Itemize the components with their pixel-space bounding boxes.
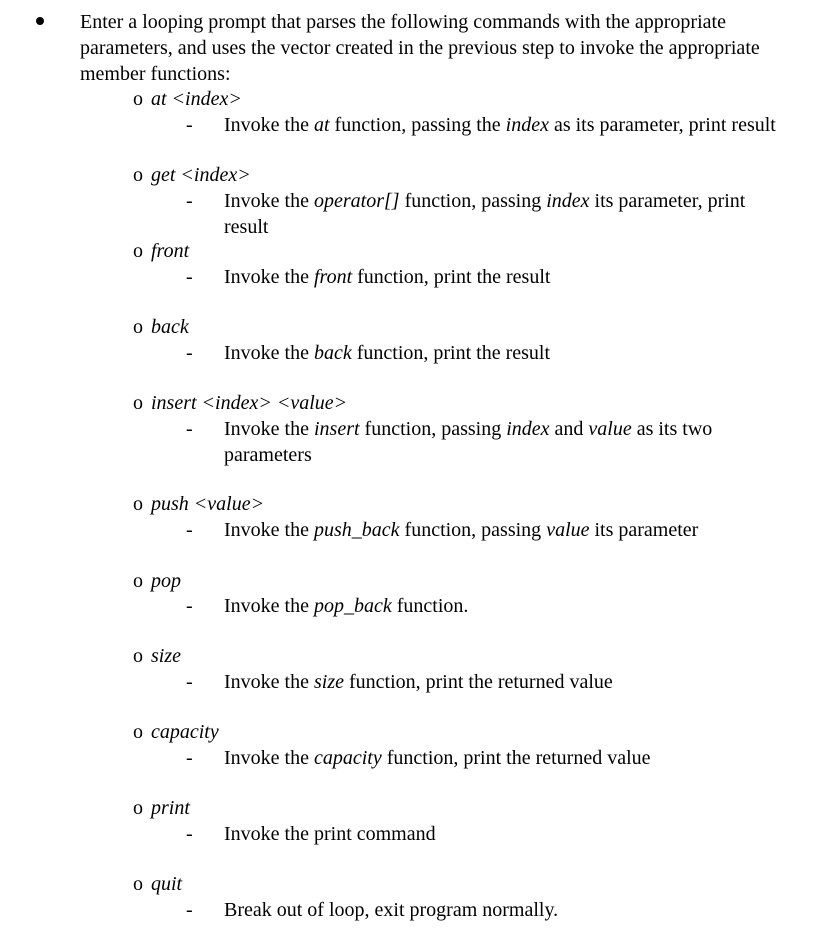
intro-line: parameters, and uses the vector created in the previous step to invoke the appropriate [80, 37, 760, 59]
desc-text: function, print the returned value [343, 671, 613, 693]
command-quit [133, 871, 182, 897]
desc-text: function, passing the [329, 114, 506, 136]
desc-emph: back [313, 342, 352, 364]
sub-bullet-icon: o [133, 721, 143, 743]
desc-text: parameters [224, 444, 312, 466]
command-description [224, 593, 832, 619]
command-name: insert <index> <value> [151, 392, 348, 414]
command-name: back [151, 316, 189, 338]
desc-text: Break out of loop, exit program normally. [224, 899, 559, 921]
desc-text: Invoke the [224, 519, 314, 541]
dash-marker: - [186, 342, 193, 364]
desc-text: Invoke the print command [224, 823, 436, 845]
command-name: at <index> [151, 88, 242, 110]
command-description [224, 897, 832, 923]
command-back [133, 314, 189, 340]
dash-marker: - [186, 823, 193, 845]
desc-emph: size [313, 671, 344, 693]
desc-emph: index [505, 114, 549, 136]
sub-bullet-icon: o [133, 392, 143, 414]
desc-text: and [549, 418, 589, 440]
command-insert [133, 390, 347, 416]
dash-marker: - [186, 671, 193, 693]
dash-marker: - [186, 418, 193, 440]
command-description [224, 517, 832, 543]
desc-text: function, print the result [351, 342, 551, 364]
desc-emph: capacity [313, 747, 382, 769]
sub-bullet-icon: o [133, 645, 143, 667]
desc-emph: value [588, 418, 632, 440]
intro-line: Enter a looping prompt that parses the following commands with the appropriate [80, 11, 726, 33]
dash-marker: - [186, 899, 193, 921]
desc-emph: index [506, 418, 550, 440]
sub-bullet-icon: o [133, 316, 143, 338]
desc-text: Invoke the [224, 190, 314, 212]
desc-emph: index [546, 190, 590, 212]
bullet-dot-icon [36, 17, 44, 25]
command-size [133, 643, 181, 669]
command-at [133, 86, 242, 112]
desc-text: its parameter, print [589, 190, 746, 212]
sub-bullet-icon: o [133, 570, 143, 592]
desc-emph: insert [313, 418, 360, 440]
dash-marker: - [186, 595, 193, 617]
desc-emph: front [313, 266, 353, 288]
desc-text: function, passing [359, 418, 507, 440]
desc-text: Invoke the [224, 342, 314, 364]
desc-text: function, passing [399, 190, 547, 212]
command-name: print [151, 797, 190, 819]
command-name: push <value> [151, 493, 265, 515]
desc-text: as its two [631, 418, 713, 440]
desc-text: function, print the returned value [381, 747, 651, 769]
dash-marker: - [186, 519, 193, 541]
command-name: size [151, 645, 181, 667]
desc-text: result [224, 216, 269, 238]
command-name: front [151, 240, 190, 262]
desc-emph: value [546, 519, 590, 541]
dash-marker: - [186, 747, 193, 769]
desc-text: Invoke the [224, 266, 314, 288]
sub-bullet-icon: o [133, 873, 143, 895]
desc-emph: at [313, 114, 330, 136]
intro-line: member functions: [80, 63, 231, 85]
command-name: get <index> [151, 164, 251, 186]
bullet-point [34, 8, 46, 34]
command-print [133, 795, 190, 821]
desc-text: function, passing [399, 519, 547, 541]
command-description [224, 112, 832, 138]
sub-bullet-icon: o [133, 797, 143, 819]
command-name: quit [151, 873, 183, 895]
desc-emph: push_back [313, 519, 400, 541]
dash-marker: - [186, 266, 193, 288]
desc-text: function. [391, 595, 469, 617]
desc-text: Invoke the [224, 418, 314, 440]
command-name: pop [151, 570, 181, 592]
command-push [133, 491, 264, 517]
command-description [224, 188, 832, 240]
command-description [224, 416, 832, 468]
command-description [224, 745, 832, 771]
desc-text: as its parameter, print result [548, 114, 776, 136]
desc-text: Invoke the [224, 747, 314, 769]
command-description [224, 669, 832, 695]
desc-text: function, print the result [352, 266, 551, 288]
desc-text: Invoke the [224, 114, 314, 136]
command-front [133, 238, 189, 264]
command-pop [133, 568, 181, 594]
desc-emph: operator[] [313, 190, 400, 212]
command-name: capacity [151, 721, 219, 743]
sub-bullet-icon: o [133, 164, 143, 186]
command-description [224, 264, 832, 290]
dash-marker: - [186, 190, 193, 212]
command-description [224, 340, 832, 366]
command-capacity [133, 719, 219, 745]
command-description [224, 821, 832, 847]
desc-emph: pop_back [313, 595, 392, 617]
sub-bullet-icon: o [133, 493, 143, 515]
sub-bullet-icon: o [133, 88, 143, 110]
intro-paragraph [80, 9, 832, 87]
dash-marker: - [186, 114, 193, 136]
command-get [133, 162, 251, 188]
desc-text: Invoke the [224, 595, 314, 617]
sub-bullet-icon: o [133, 240, 143, 262]
desc-text: Invoke the [224, 671, 314, 693]
desc-text: its parameter [589, 519, 699, 541]
